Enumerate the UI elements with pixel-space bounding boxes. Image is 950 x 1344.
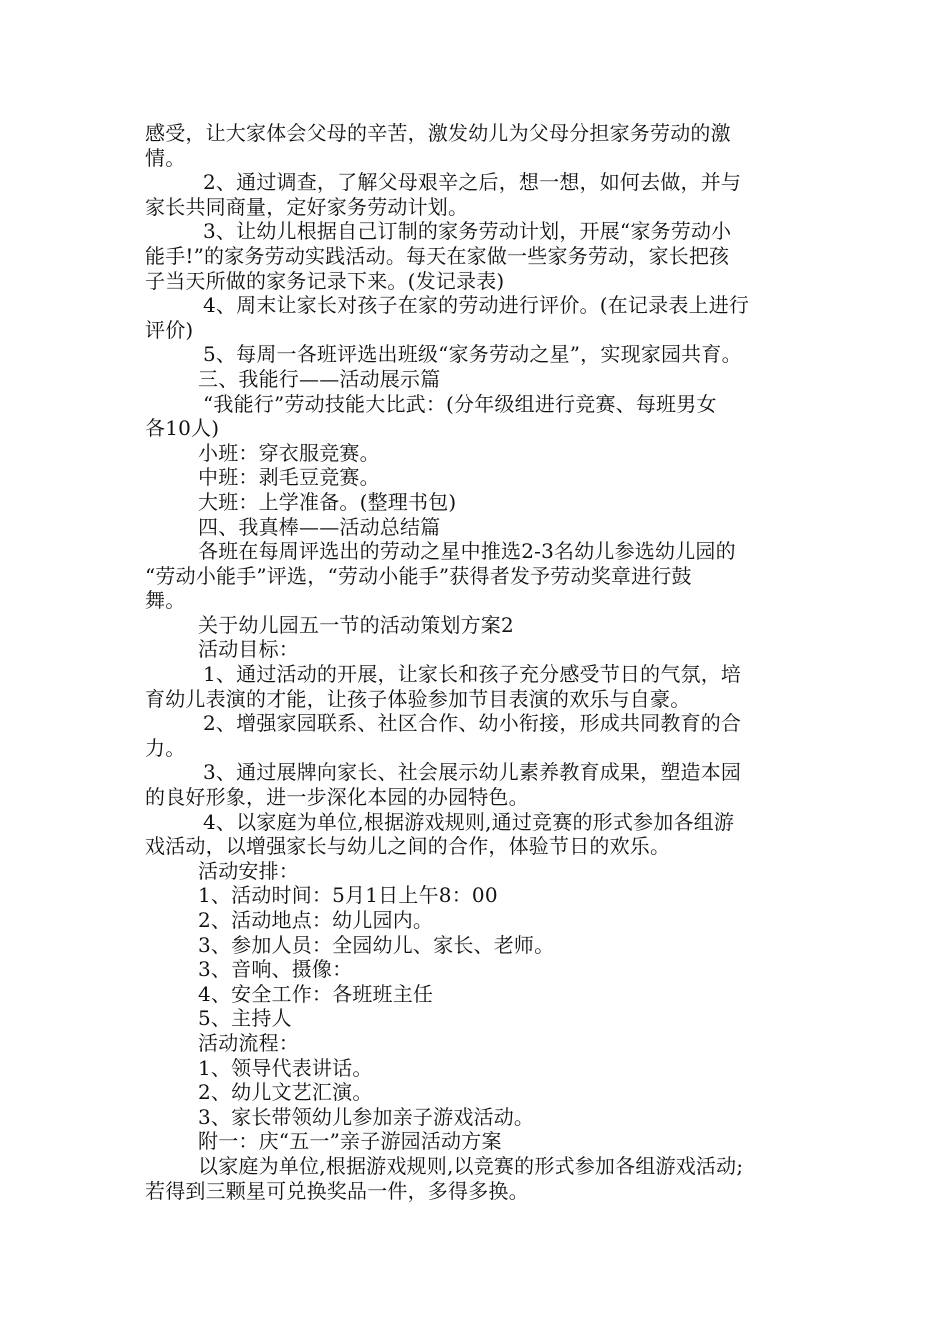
section-heading: 活动安排： <box>198 858 299 883</box>
text-line: 3、让幼儿根据自己订制的家务劳动计划，开展“家务劳动小 <box>203 219 732 244</box>
list-item: 2、活动地点：幼儿园内。 <box>198 908 434 932</box>
text-line: 家长共同商量，定好家务劳动计划。 <box>145 194 469 219</box>
text-line: 4、周末让家长对孩子在家的劳动进行评价。(在记录表上进行 <box>203 293 750 318</box>
text-line: 感受，让大家体会父母的辛苦，激发幼儿为父母分担家务劳动的激 <box>145 121 731 145</box>
list-item: 3、音响、摄像： <box>198 957 353 982</box>
list-item: 3、参加人员：全园幼儿、家长、老师。 <box>198 932 555 957</box>
text-line: 小班：穿衣服竞赛。 <box>198 440 380 465</box>
text-line: 的良好形象，进一步深化本园的办园特色。 <box>145 785 529 810</box>
text-line: 中班：剥毛豆竞赛。 <box>198 465 380 490</box>
list-item: 2、幼儿文艺汇演。 <box>198 1080 373 1105</box>
text-line: 情。 <box>145 145 186 170</box>
text-line: 育幼儿表演的才能，让孩子体验参加节目表演的欢乐与自豪。 <box>145 686 691 711</box>
text-line: 2、增强家园联系、社区合作、幼小衔接，形成共同教育的合 <box>203 711 742 736</box>
text-line: 各班在每周评选出的劳动之星中推选2-3名幼儿参选幼儿园的 <box>198 539 736 564</box>
section-heading: 活动目标： <box>198 637 299 662</box>
document-title: 关于幼儿园五一节的活动策划方案2 <box>198 612 514 637</box>
text-line: 戏活动，以增强家长与幼儿之间的合作，体验节日的欢乐。 <box>145 834 671 859</box>
text-line: 1、通过活动的开展，让家长和孩子充分感受节日的气氛，培 <box>203 662 742 687</box>
text-line: 3、通过展牌向家长、社会展示幼儿素养教育成果，塑造本园 <box>203 760 742 785</box>
text-line: 4、以家庭为单位,根据游戏规则,通过竞赛的形式参加各组游 <box>203 809 735 834</box>
section-heading: 附一：庆“五一”亲子游园活动方案 <box>198 1129 502 1154</box>
text-line: 评价) <box>145 317 194 342</box>
text-line: 5、每周一各班评选出班级“家务劳动之星”，实现家园共育。 <box>203 342 742 367</box>
document-body <box>145 121 815 1203</box>
text-line: 各10人) <box>145 416 220 441</box>
text-line: 若得到三颗星可兑换奖品一件，多得多换。 <box>145 1178 529 1203</box>
text-line: 能手!”的家务劳动实践活动。每天在家做一些家务劳动，家长把孩 <box>145 243 730 268</box>
list-item: 5、主持人 <box>198 1006 292 1031</box>
section-heading: 活动流程： <box>198 1030 299 1055</box>
text-line: 子当天所做的家务记录下来。(发记录表) <box>145 268 505 293</box>
list-item: 1、活动时间：5月1日上午8：00 <box>198 883 498 908</box>
text-line: 大班：上学准备。(整理书包) <box>198 489 457 514</box>
text-line: “我能行”劳动技能大比武：(分年级组进行竞赛、每班男女 <box>203 391 717 416</box>
list-item: 4、安全工作：各班班主任 <box>198 981 434 1006</box>
text-line: 舞。 <box>145 588 186 613</box>
text-line: 力。 <box>145 735 186 760</box>
text-line: 2、通过调查，了解父母艰辛之后，想一想，如何去做，并与 <box>203 170 742 195</box>
list-item: 1、领导代表讲话。 <box>198 1055 373 1080</box>
section-heading: 四、我真棒——活动总结篇 <box>198 514 441 539</box>
text-line: “劳动小能手”评选，“劳动小能手”获得者发予劳动奖章进行鼓 <box>145 563 692 588</box>
section-heading: 三、我能行——活动展示篇 <box>198 366 441 391</box>
text-line: 以家庭为单位,根据游戏规则,以竞赛的形式参加各组游戏活动; <box>198 1153 744 1178</box>
list-item: 3、家长带领幼儿参加亲子游戏活动。 <box>198 1104 535 1129</box>
